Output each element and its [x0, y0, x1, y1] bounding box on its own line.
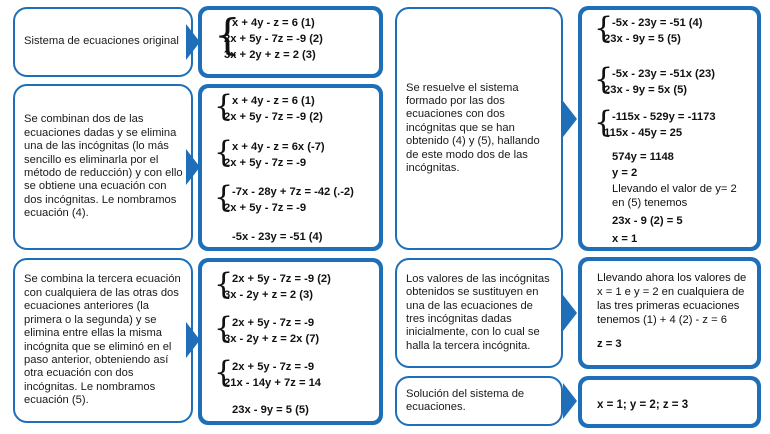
system-brace-icon: { [214, 355, 234, 390]
step-3-equations-box [198, 258, 383, 425]
step-2-equations-box [198, 84, 383, 251]
result-z: z = 3 [597, 338, 622, 350]
equation: -5x - 23y = -51 (4) [612, 17, 703, 29]
equation-4-result: -5x - 23y = -51 (4) [232, 231, 323, 243]
equation: 2x + 5y - 7z = -9 (2) [232, 273, 331, 285]
step-4-equations-box [578, 6, 761, 251]
equation: 23x - 9y = 5 (5) [604, 33, 681, 45]
step-6-arrow [563, 383, 577, 419]
equation: 115x - 45y = 25 [604, 127, 683, 139]
equation-5-result: 23x - 9y = 5 (5) [232, 404, 309, 416]
step-2-text: Se combinan dos de las ecuaciones dadas y se elimina una de las incógnitas (lo más sencillo es eliminarla por el método de reducción) y con ello se obtiene una ecuación con dos incógnitas. Le nombramos ecuación (4). [24, 113, 183, 220]
result-x: x = 1 [612, 233, 638, 245]
system-brace-icon: { [214, 311, 234, 346]
step-6-text: Solución del sistema de ecuaciones. [406, 387, 525, 413]
system-brace-icon: { [214, 180, 234, 215]
equation-1: x + 4y - z = 6 (1) [232, 17, 315, 29]
step-3-description [13, 258, 193, 423]
equation: 23x - 9y = 5x (5) [604, 84, 688, 96]
step-4-arrow [563, 101, 577, 137]
system-brace-icon: { [214, 89, 234, 124]
equation: 21x - 14y + 7z = 14 [224, 377, 322, 389]
original-system-box [198, 6, 383, 78]
result-y: y = 2 [612, 167, 638, 179]
system-brace-icon: { [594, 105, 614, 140]
equation: -5x - 23y = -51x (23) [612, 68, 715, 80]
equation: 2x + 5y - 7z = -9 (2) [224, 111, 323, 123]
equation: -115x - 529y = -1173 [612, 111, 716, 123]
equation: 3x - 2y + z = 2x (7) [224, 333, 320, 345]
equation: 2x + 5y - 7z = -9 [232, 317, 315, 329]
system-brace-icon: { [594, 11, 614, 46]
substitution-text-2: en (5) tenemos [612, 197, 688, 209]
system-brace-icon: { [214, 10, 241, 59]
result-574y: 574y = 1148 [612, 151, 674, 163]
step-4-description [395, 7, 563, 250]
step-2-description [13, 84, 193, 250]
equation: -7x - 28y + 7z = -42 (.-2) [232, 186, 354, 198]
step-1-description [13, 7, 193, 77]
substitution-text-1: Llevando el valor de y= 2 [612, 183, 737, 195]
system-brace-icon: { [214, 135, 234, 170]
system-brace-icon: { [214, 267, 234, 302]
substituted-equation: 23x - 9 (2) = 5 [612, 215, 683, 227]
step-6-description [395, 376, 563, 426]
step-5-equations-box [578, 257, 761, 369]
system-brace-icon: { [594, 62, 614, 97]
equation: 2x + 5y - 7z = -9 [224, 202, 307, 214]
step-5-text-3: las tres primeras ecuaciones [597, 300, 740, 312]
step-5-description [395, 258, 563, 368]
step-5-text-1: Llevando ahora los valores de [597, 272, 747, 284]
step-5-text-2: x = 1 e y = 2 en cualquiera de [597, 286, 745, 298]
equation: 3x - 2y + z = 2 (3) [224, 289, 313, 301]
equation-3: 3x + 2y + z = 2 (3) [224, 49, 316, 61]
step-1-text: Sistema de ecuaciones original [24, 35, 179, 48]
step-3-text: Se combina la tercera ecuación con cualquiera de las otras dos ecuaciones anteriores (la primera o la segunda) y se elimina entre ellas la misma incógnita que se eliminó en el paso anterior, obteniendo así otra ecuación con dos incógnitas. Le nombramos ecuación (5). [24, 273, 181, 407]
step-4-text: Se resuelve el sistema formado por las dos ecuaciones con dos incógnitas que se han obtenido (4) y (5), hallando de este modo dos de las incógnitas. [406, 81, 540, 175]
step-5-text-4: tenemos (1) + 4 (2) - z = 6 [597, 314, 727, 326]
final-solution: x = 1; y = 2; z = 3 [597, 399, 689, 411]
equation: x + 4y - z = 6 (1) [232, 95, 315, 107]
step-5-text: Los valores de las incógnitas obtenidos se sustituyen en una de las ecuaciones de tres incógnitas dadas inicialmente, con lo cual se halla la tercera incógnita. [406, 272, 550, 352]
equation-2: 2x + 5y - 7z = -9 (2) [224, 33, 323, 45]
equation: 2x + 5y - 7z = -9 [232, 361, 315, 373]
equation: 2x + 5y - 7z = -9 [224, 157, 307, 169]
step-5-arrow [563, 295, 577, 331]
solution-box [578, 376, 761, 428]
equation: x + 4y - z = 6x (-7) [232, 141, 325, 153]
